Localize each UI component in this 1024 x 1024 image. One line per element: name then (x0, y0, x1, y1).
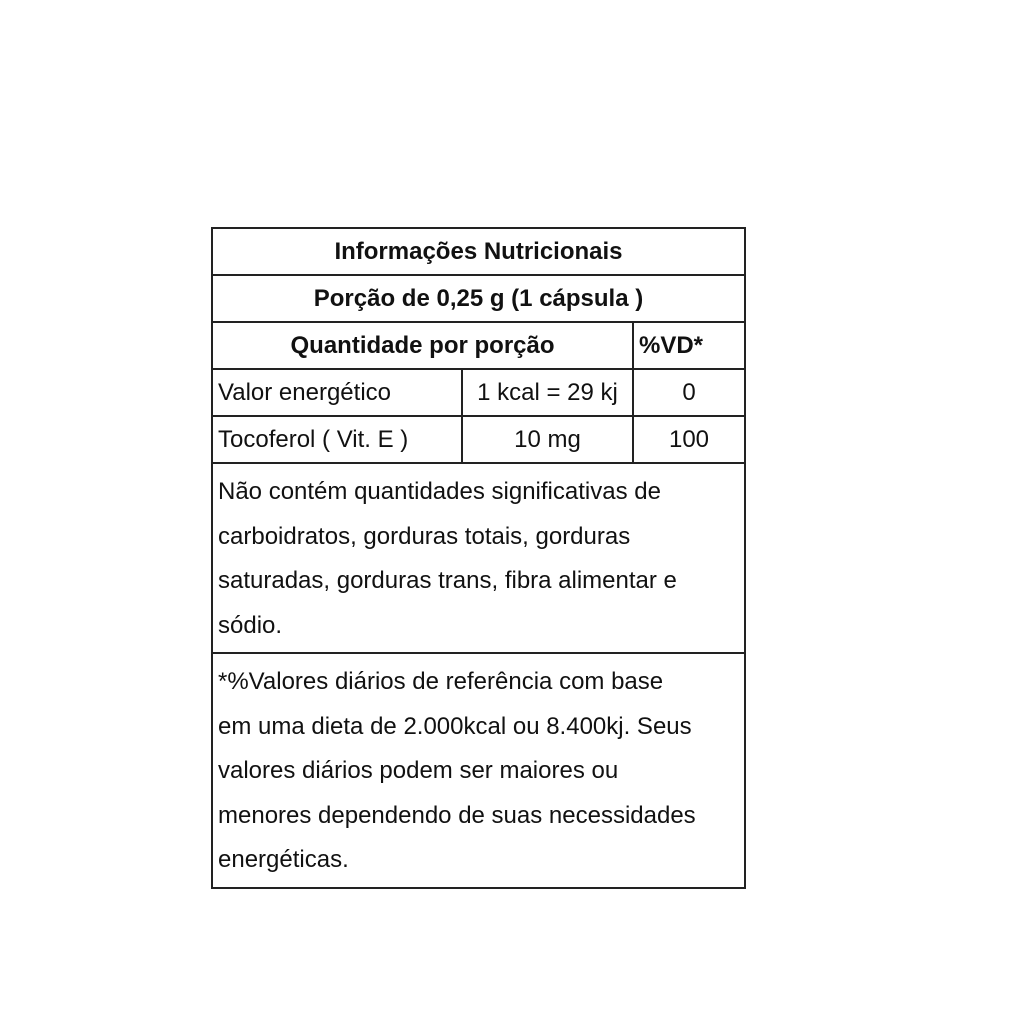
footnote-line: *%Valores diários de referência com base (218, 668, 664, 695)
title-row (213, 229, 744, 276)
note-line: sódio. (218, 611, 283, 639)
footnote-line: valores diários podem ser maiores ou (218, 757, 619, 784)
note-row (213, 464, 744, 654)
note-line: Não contém quantidades significativas de (218, 478, 661, 505)
vd-header: %VD* (639, 331, 704, 359)
table-title: Informações Nutricionais (334, 237, 623, 265)
note-line: carboidratos, gorduras totais, gorduras (218, 522, 631, 550)
daily-values-footnote (213, 654, 744, 887)
footnote-line: energéticas. (218, 846, 349, 873)
note-line: saturadas, gorduras trans, fibra alimentar e (218, 567, 677, 594)
nutrient-row-vitamin-e (213, 417, 744, 464)
nutrition-facts-table (211, 227, 746, 889)
not-significant-note (213, 464, 744, 652)
nutrient-vd: 0 (682, 378, 696, 406)
quantity-header: Quantidade por porção (213, 323, 634, 368)
footnote-row (213, 654, 744, 887)
nutrient-name: Tocoferol ( Vit. E ) (213, 417, 463, 462)
nutrient-vd: 100 (668, 425, 710, 453)
portion-row (213, 276, 744, 323)
nutrient-amount: 1 kcal = 29 kj (463, 370, 634, 415)
nutrient-row-energy (213, 370, 744, 417)
portion-size: Porção de 0,25 g (1 cápsula ) (313, 284, 644, 312)
nutrient-name: Valor energético (213, 370, 463, 415)
footnote-line: menores dependendo de suas necessidades (218, 801, 696, 829)
footnote-line: em uma dieta de 2.000kcal ou 8.400kj. Seus (218, 712, 692, 740)
header-row (213, 323, 744, 370)
nutrient-amount: 10 mg (463, 417, 634, 462)
